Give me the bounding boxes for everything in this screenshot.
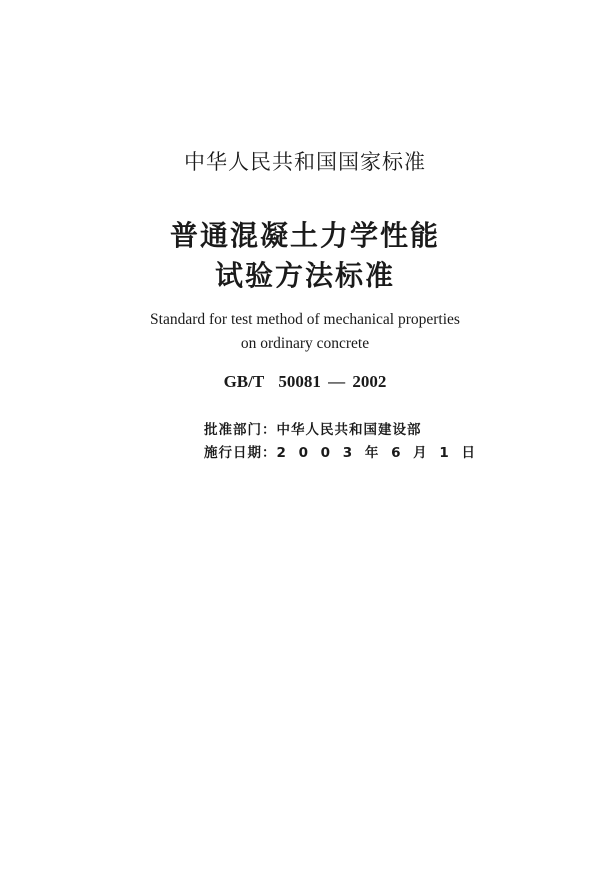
series-title: 中华人民共和国国家标准 xyxy=(184,150,426,174)
english-title-line-2: on ordinary concrete xyxy=(240,335,370,352)
main-title-line-1: 普通混凝土力学性能 xyxy=(169,219,440,252)
standard-code: GB/T 50081 — 2002 xyxy=(223,372,387,391)
approval-row xyxy=(204,418,422,438)
approval-label: 批准部门： xyxy=(204,422,277,438)
effective-date-row xyxy=(204,441,479,461)
main-title-line-2: 试验方法标准 xyxy=(214,259,395,292)
effective-date-value: 2 0 0 3 年 6 月 1 日 xyxy=(276,445,479,461)
effective-date-label: 施行日期： xyxy=(204,445,277,461)
approval-value: 中华人民共和国建设部 xyxy=(276,422,422,438)
english-title-line-1: Standard for test method of mechanical properties xyxy=(150,311,460,328)
